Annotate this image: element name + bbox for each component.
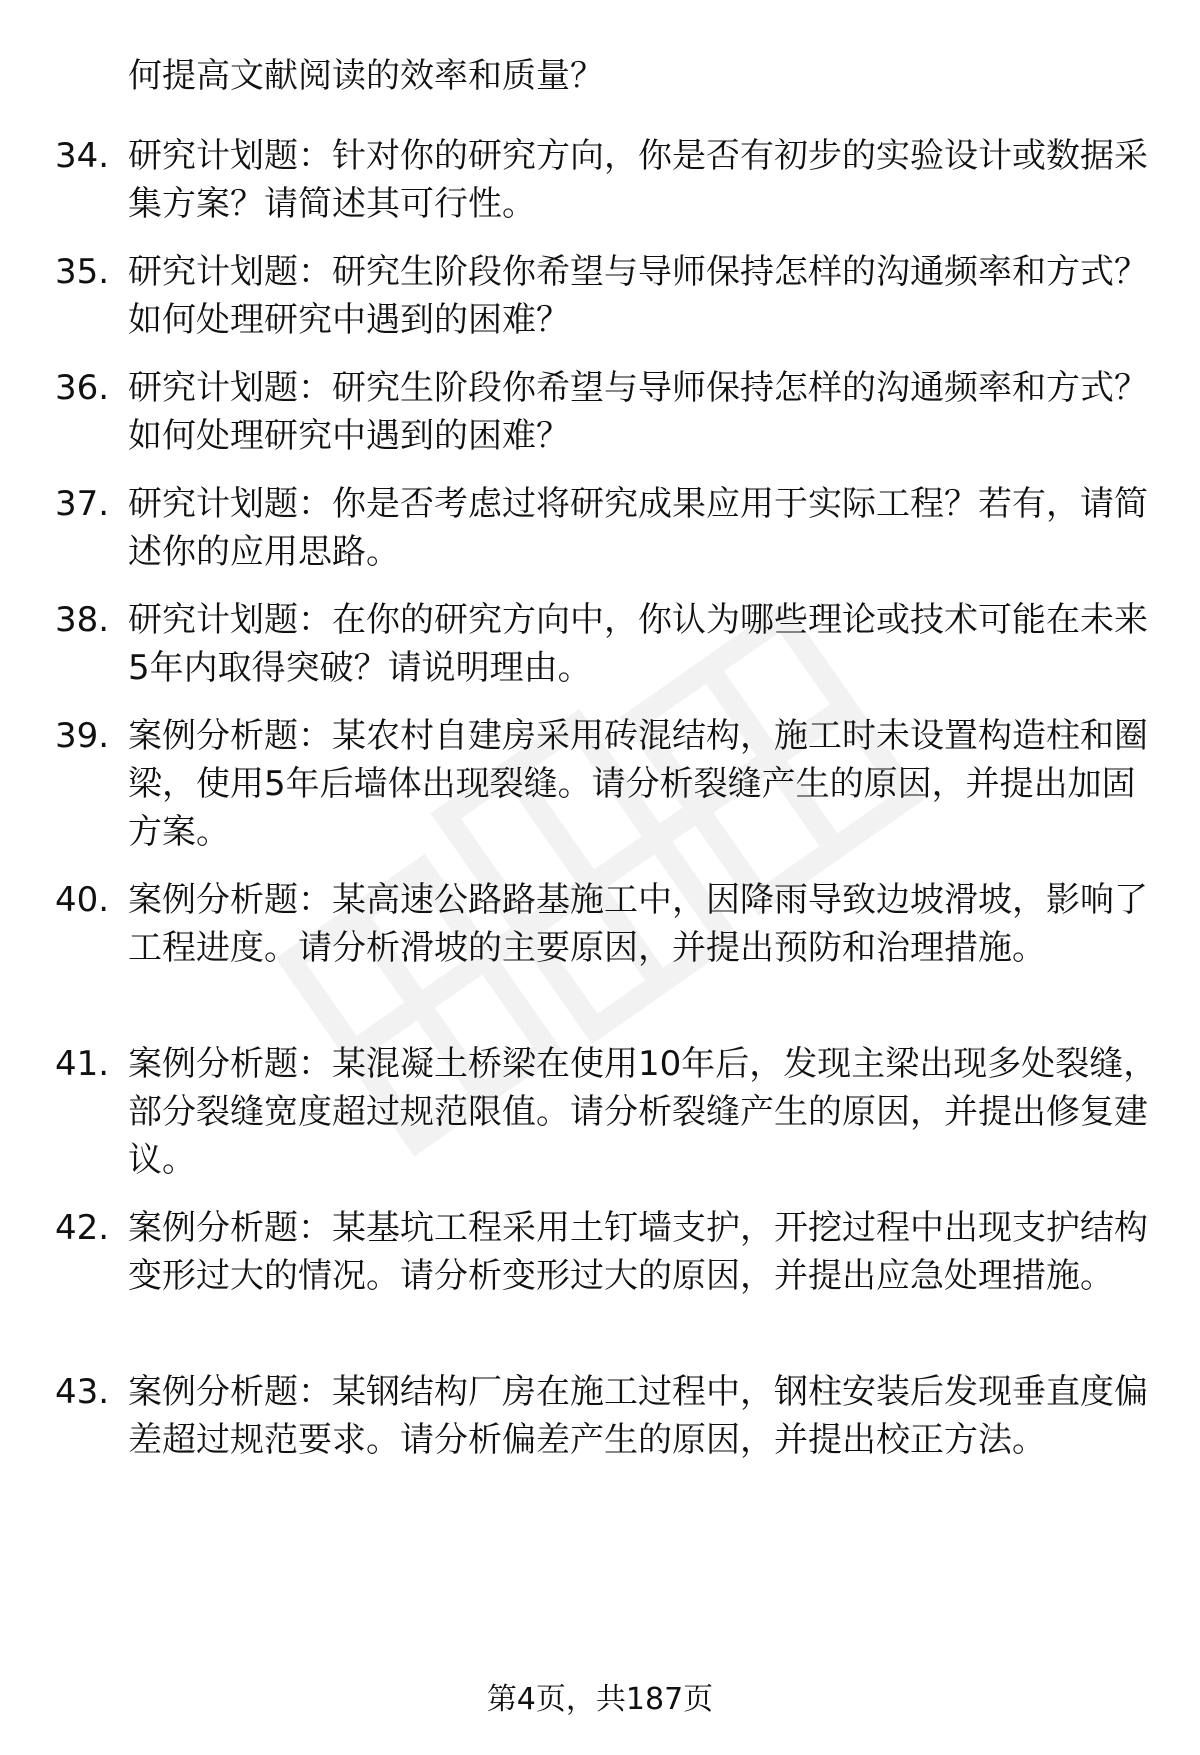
item-number: 37. (55, 484, 110, 524)
item-number: 35. (55, 252, 110, 292)
item-text: 研究计划题：在你的研究方向中，你认为哪些理论或技术可能在未来5年内取得突破？请说明理由。 (128, 600, 1148, 688)
item-number: 43. (55, 1372, 110, 1412)
continuation-line: 何提高文献阅读的效率和质量？ (128, 56, 604, 96)
item-text: 案例分析题：某基坑工程采用土钉墙支护，开挖过程中出现支护结构变形过大的情况。请分析变形过大的原因，并提出应急处理措施。 (128, 1208, 1148, 1296)
item-number: 39. (55, 716, 110, 756)
item-text: 研究计划题：针对你的研究方向，你是否有初步的实验设计或数据采集方案？请简述其可行性。 (128, 136, 1148, 224)
item-number: 36. (55, 368, 110, 408)
item-text: 研究计划题：研究生阶段你希望与导师保持怎样的沟通频率和方式？如何处理研究中遇到的困难？ (128, 252, 1148, 340)
item-number: 38. (55, 600, 110, 640)
item-number: 41. (55, 1044, 110, 1084)
page-footer: 第4页，共187页 (486, 1682, 714, 1717)
item-text: 案例分析题：某农村自建房采用砖混结构，施工时未设置构造柱和圈梁，使用5年后墙体出现裂缝。请分析裂缝产生的原因，并提出加固方案。 (128, 716, 1148, 852)
item-number: 34. (55, 136, 110, 176)
item-text: 案例分析题：某混凝土桥梁在使用10年后，发现主梁出现多处裂缝，部分裂缝宽度超过规范限值。请分析裂缝产生的原因，并提出修复建议。 (128, 1044, 1158, 1180)
item-text: 研究计划题：你是否考虑过将研究成果应用于实际工程？若有，请简述你的应用思路。 (128, 484, 1148, 572)
item-number: 42. (55, 1208, 110, 1248)
item-number: 40. (55, 880, 110, 920)
item-text: 案例分析题：某高速公路路基施工中，因降雨导致边坡滑坡，影响了工程进度。请分析滑坡的主要原因，并提出预防和治理措施。 (128, 880, 1148, 968)
item-text: 研究计划题：研究生阶段你希望与导师保持怎样的沟通频率和方式？如何处理研究中遇到的困难？ (128, 368, 1148, 456)
item-text: 案例分析题：某钢结构厂房在施工过程中，钢柱安装后发现垂直度偏差超过规范要求。请分析偏差产生的原因，并提出校正方法。 (128, 1372, 1148, 1460)
